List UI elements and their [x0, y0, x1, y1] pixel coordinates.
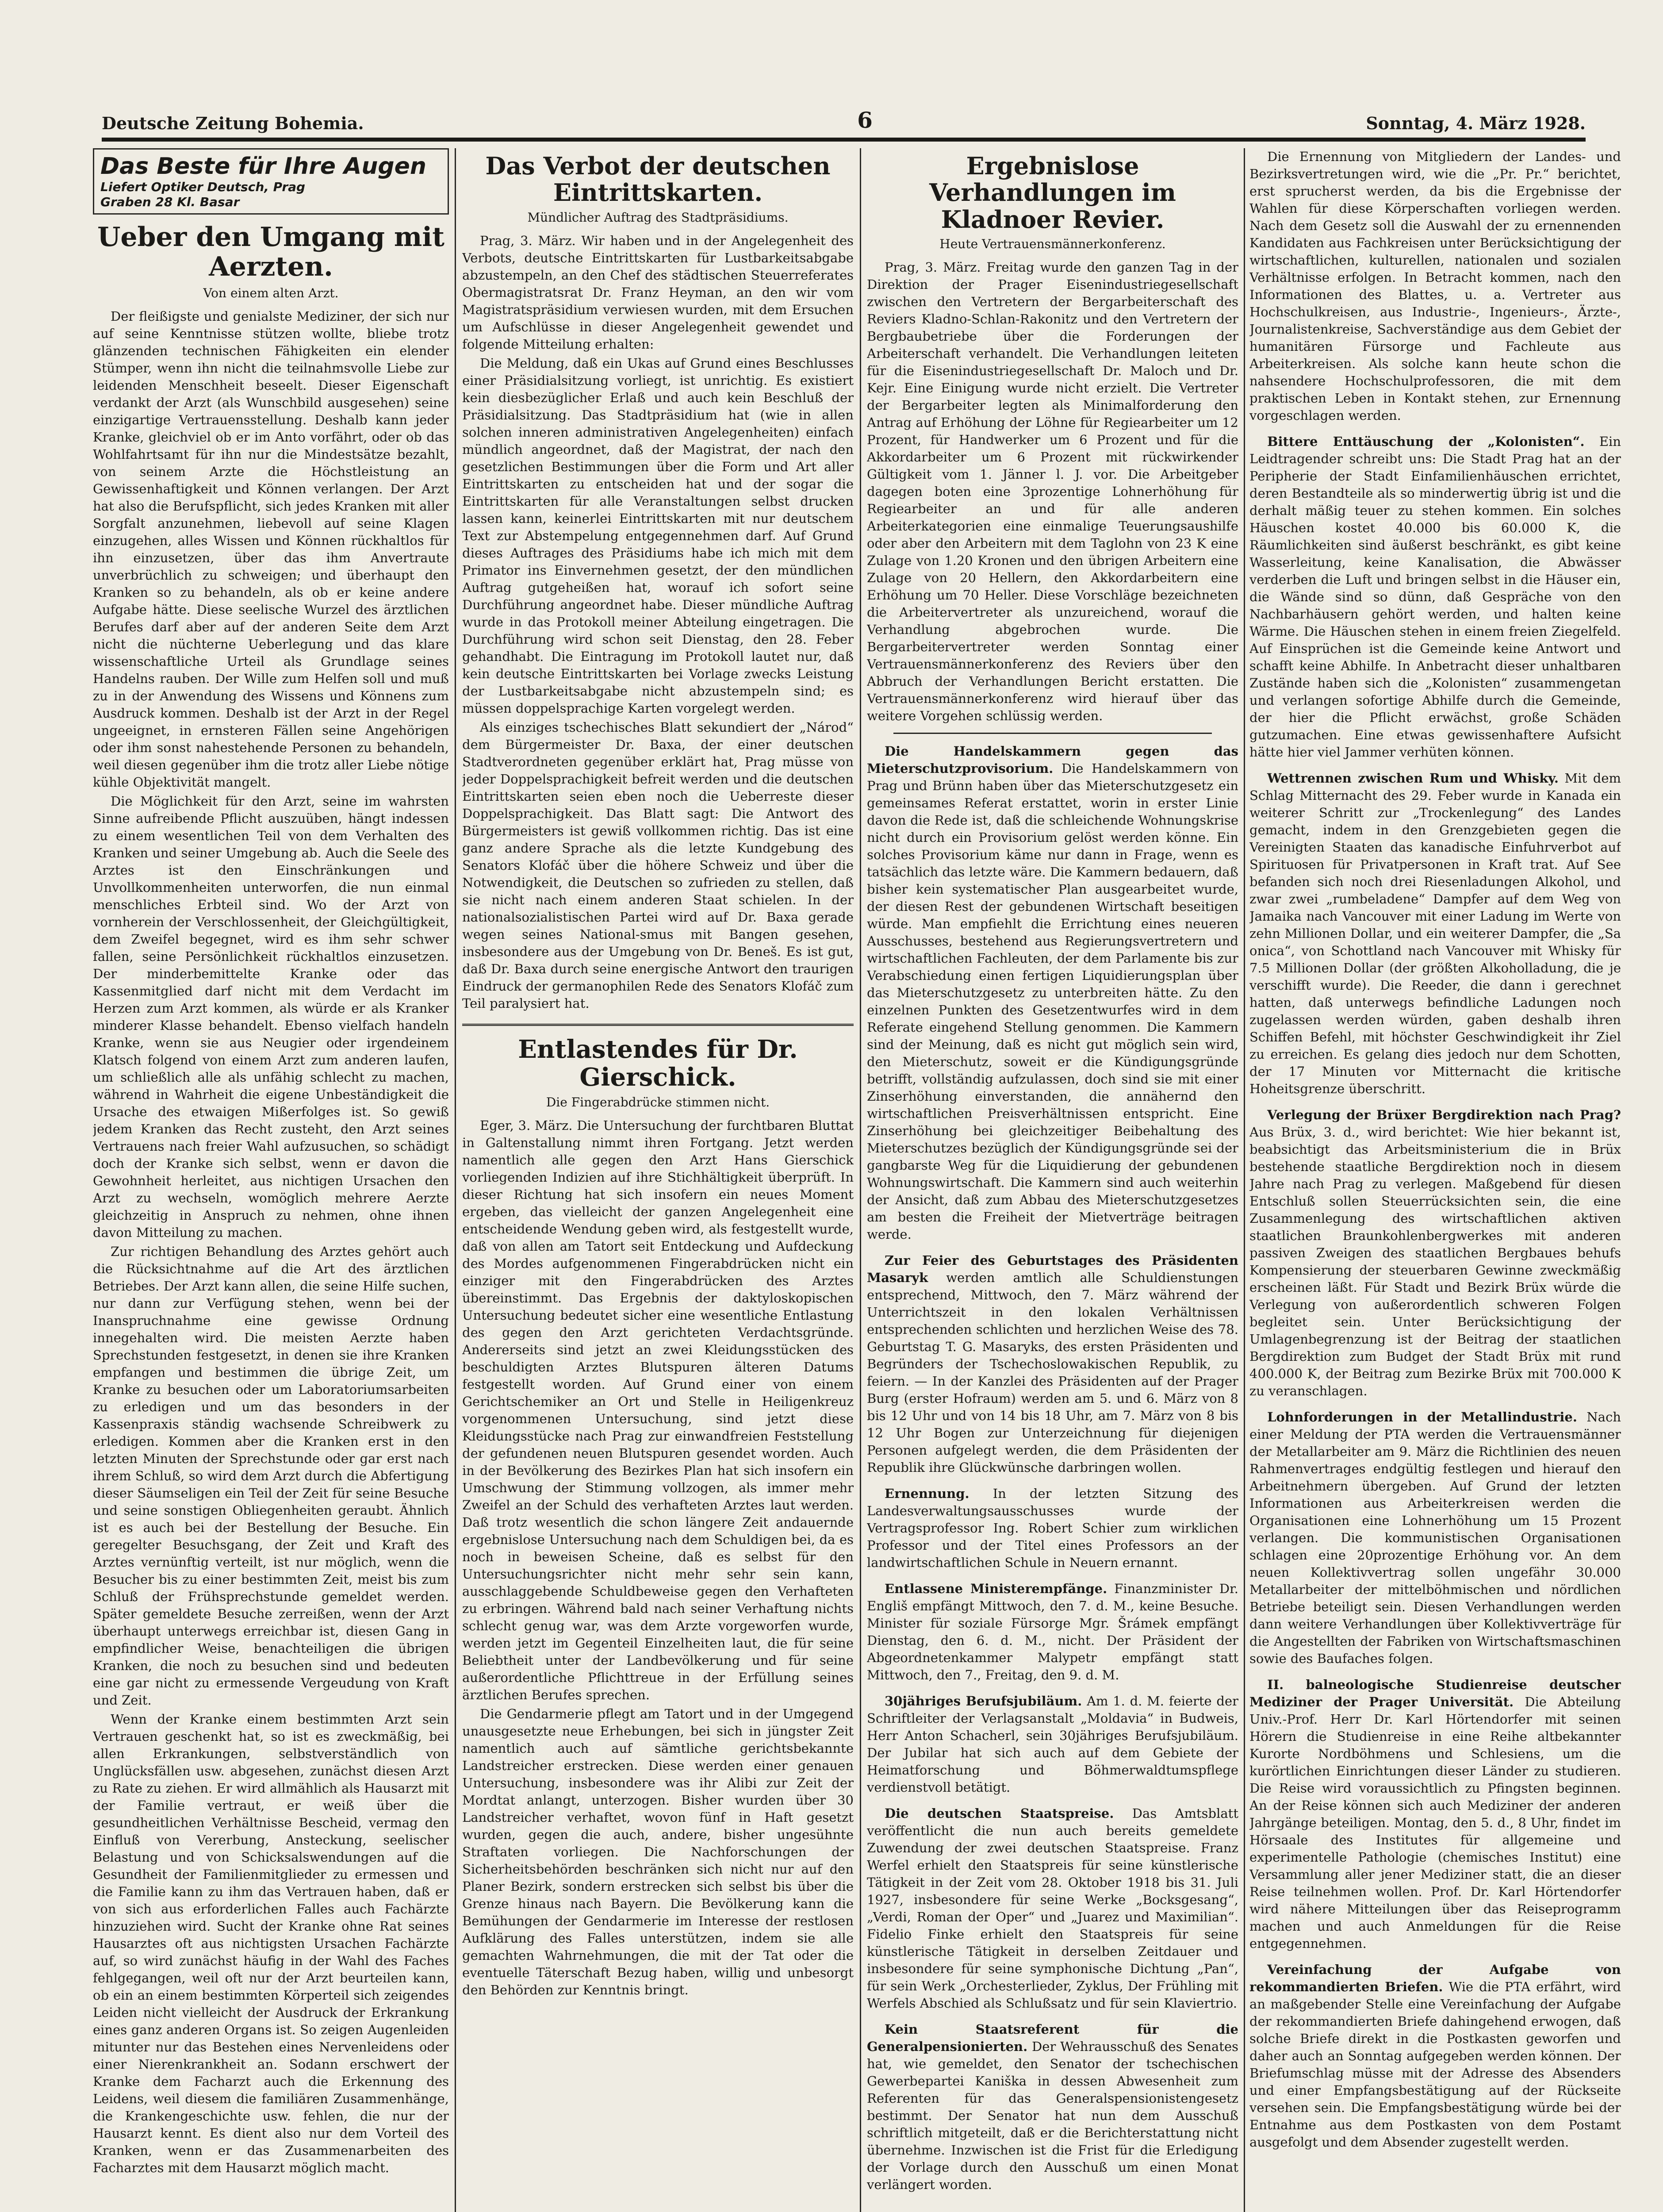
article-paragraph: Zur richtigen Behandlung des Arztes gehört auch die Rücksichtnahme auf die Art des ärztlichen Betriebes. Der Arzt kann allen, die seine Hilfe suchen, nur dann zur Verfügung stehen, wenn bei der Inanspruchnahme eine gewisse Ordnung innegehalten wird. Die meisten Aerzte haben Sprechstunden festgesetzt, in denen sie ihre Kranken empfangen und bestimmen die übrige Zeit, um Kranke zu besuchen oder um Laboratoriumsarbeiten zu erledigen und um das besonders in der Kassenpraxis ständig wachsende Schreibwerk zu erledigen. Kommen aber die Kranken erst in den letzten Minuten der Sprechstunde oder gar erst nach ihrem Schluß, so wird dem Arzt durch die Abfertigung dieser Säumseligen ein Teil der Zeit für seine Besuche und seine sonstigen Obliegenheiten geraubt. Ähnlich ist es auch bei der Bestellung der Besuche. Ein geregelter Besuchsgang, der Zeit und Kraft des Arztes vernünftig verteilt, ist nur möglich, wenn die Besucher bis zu einer bestimmten Zeit, meist bis zum Schluß der Frühsprechstunde gemeldet werden. Später gemeldete Besuche zerreißen, wenn der Arzt überhaupt unterwegs erreichbar ist, diesen Gang in empfindlicher Weise, benachteiligen die übrigen Kranken, die noch zu besuchen sind und bedeuten eine gar nicht zu ermessende Vergeudung von Kraft und Zeit. — [93, 1244, 449, 1708]
page-number: 6 — [857, 107, 873, 133]
column-3 — [867, 148, 1238, 2212]
news-notice — [867, 2021, 1238, 2193]
notice-title: Vereinfachung der Aufgabe von rekommandierten Briefen. — [1249, 1962, 1621, 1994]
notice-title: Kein Staatsreferent für die Generalpensionierten. — [867, 2022, 1238, 2055]
article-paragraph: Die Möglichkeit für den Arzt, seine im wahrsten Sinne aufreibende Pflicht auszuüben, hängt indessen zu einem wesentlichen Teil von dem Verhalten des Kranken und seiner Umgebung ab. Auch die Seele des Arztes ist den Einschränkungen und Unvollkommenheiten unterworfen, die nun einmal menschliches Erbteil sind. Wo der Arzt von vornherein der Verschlossenheit, der Gleichgültigkeit, dem Zweifel begegnet, wird es ihm sehr schwer fallen, seine Persönlichkeit rückhaltlos einzusetzen. Der minderbemittelte Kranke oder das Kassenmitglied darf nicht mit dem Verdacht im Herzen zum Arzt kommen, als würde er als Kranker minderer Klasse behandelt. Ebenso vielfach handeln Kranke, wenn sie aus Neugier oder irgendeinem Klatsch folgend von einem Arzt zum anderen laufen, um schließlich alle als unfähig schlecht zu machen, während in Wahrheit die eigene Unbeständigkeit die Ursache des etwaigen Mißerfolges ist. So gewiß jedem Kranken das Recht zusteht, den Arzt seines Vertrauens nach freier Wahl aufzusuchen, so schädigt doch der Kranke sich selbst, wenn er davon die Gewohnheit herleitet, aus nichtigen Ursachen den Arzt zu wechseln, womöglich mehrere Aerzte gleichzeitig in Anspruch zu nehmen, ohne ihnen davon Mitteilung zu machen. — [93, 794, 449, 1240]
news-notice — [867, 1805, 1238, 2012]
article-paragraph: Prag, 3. März. Wir haben und in der Angelegenheit des Verbots, deutsche Eintrittskarten für Lustbarkeitsabgabe abzustempeln, an den Chef des städtischen Steuerreferates Obermagistratsrat Dr. Franz Heyman, an den wir vom Magistratspräsidium verwiesen wurden, mit dem Ersuchen um Aufschlüsse in dieser Angelegenheit gewendet und folgende Mitteilung erhalten: — [462, 233, 854, 352]
ad-line-2: Graben 28 Kl. Basar — [100, 195, 240, 209]
notice-title: Entlassene Ministerempfänge. — [885, 1581, 1107, 1597]
article-subtitle: Mündlicher Auftrag des Stadtpräsidiums. — [527, 210, 789, 225]
article-paragraph: Der fleißigste und genialste Mediziner, der sich nur auf seine Kenntnisse stützen wollte, bliebe trotz glänzenden technischen Fähigkeiten ein elender Stümper, wenn ihn nicht die teilnahmsvolle Liebe zur leidenden Menschheit beseelt. Dieser Eigenschaft verdankt der Arzt (als Wunschbild ausgesehen) seine einzigartige Vertrauensstellung. Deshalb kann jeder Kranke, gleichviel ob er im Anto vorfährt, oder ob das Wohlfahrtsamt für ihn nur die Mindestsätze bezahlt, von seinem Arzte die Höchstleistung an Gewissenhaftigkeit und Können verlangen. Der Arzt hat also die Berufspflicht, sich jedes Kranken mit aller Sorgfalt anzunehmen, liebevoll auf seine Klagen einzugehen, alles Wissen und Können rückhaltlos für ihn einzusetzen, über das ihm Anvertraute unverbrüchlich zu schweigen; und überhaupt den Kranken so zu behandeln, als ob er keine andere Aufgabe hätte. Diese seelische Wurzel des ärztlichen Berufes darf aber auf der anderen Seite dem Arzt nicht die nüchterne Ueberlegung und das klare wissenschaftliche Urteil als Grundlage seines Handelns rauben. Der Wille zum Helfen soll und muß zu in der Anwendung des Wissens und Könnens zum Ausdruck kommen. Deshalb ist der Arzt in der Regel ungeeignet, in ernsteren Fällen seine Angehörigen oder ihm sonst nahestehende Personen zu behandeln, weil diesen gegenüber ihm die trotz aller Liebe nötige kühle Objektivität mangelt. — [93, 309, 449, 790]
article-separator — [462, 1024, 854, 1026]
paper-name: Deutsche Zeitung Bohemia. — [102, 113, 364, 133]
column-4 — [1249, 148, 1621, 2212]
notice-text: Die Abteilung Univ.-Prof. Herr Dr. Karl Hörtendorfer mit seinen Hörern die Studienreise in eine Reihe altbekannter Kurorte Nordböhmens und Schlesiens, um die kurörtlichen Einrichtungen dieser Länder zu studieren. Die Reise wird voraussichtlich zu Pfingsten beginnen. An der Reise können sich auch Mediziner der anderen Jahrgänge beteiligen. Montag, den 5. d., 8 Uhr, findet im Hörsaale des Institutes für allgemeine und experimentelle Pathologie (chemisches Institut) eine Versammlung aller jener Mediziner statt, die an dieser Reise teilnehmen wollen. Prof. Dr. Karl Hörtendorfer wird nähere Mitteilungen über das Reiseprogramm machen und auch Anmeldungen für die Reise entgegennehmen. — [1249, 1694, 1621, 1951]
notice-text: Nach einer Meldung der PTA werden die Vertrauensmänner der Metallarbeiter am 9. März die Richtlinien des neuen Rahmenvertrages endgültig festlegen und hierauf den Arbeitnehmern übergeben. Auf Grund der letzten Informationen aus Arbeiterkreisen werden die Organisationen eine Lohnerhöhung um 15 Prozent verlangen. Die kommunistischen Organisationen schlagen eine 20prozentige Erhöhung vor. An dem neuen Kollektivvertrag sollen ungefähr 30.000 Metallarbeiter der mittelböhmischen und nördlichen Betriebe beteiligt sein. Diesen Verhandlungen werden dann weitere Verhandlungen über Kollektivverträge für die Angestellten der Fabriken von Wirtschaftsmaschinen sowie des Baufaches folgen. — [1249, 1409, 1621, 1666]
news-notice — [1249, 1676, 1621, 1952]
ad-line-1: Liefert Optiker Deutsch, Prag — [100, 180, 306, 194]
article-paragraph: Die Ernennung von Mitgliedern der Landes- und Bezirksvertretungen wird, wie die „Pr. Pr.“ berichtet, erst sprucherst werden, da bis die Ergebnisse der Wahlen für diese Körperschaften vorliegen werden. Nach dem Gesetz soll die Auswahl der zu ernennenden Kandidaten aus Fachkreisen unter Berücksichtigung der wirtschaftlichen, kulturellen, nationalen und sozialen Verhältnisse erfolgen. In Betracht kommen, nach den Informationen des Blattes, u. a. Vertreter aus Hochschulkreisen, aus Industrie-, Ingenieurs-, Ärzte-, Journalistenkreise, Sachverständige aus dem Gebiet der humanitären Fürsorge und Fachleute aus Arbeiterkreisen. Als solche kann heute schon die nahsendere Hochschulprofessoren, die mit dem praktischen Leben in Kontakt stehen, zur Ernennung vorgeschlagen werden. — [1249, 149, 1621, 423]
notice-text: werden amtlich alle Schuldienstungen entsprechend, Mittwoch, den 7. März während der Unterrichtszeit in den lokalen Verhältnissen entsprechenden schlichten und herzlichen Weise des 78. Geburtstag T. G. Masaryks, des ersten Präsidenten und Begründers der Tschechoslowakischen Republik, zu feiern. — In der Kanzlei des Präsidenten auf der Prager Burg (erster Hofraum) werden am 5. und 6. März von 8 bis 12 Uhr und von 14 bis 18 Uhr, am 7. März von 8 bis 12 Uhr Bogen zur Unterzeichnung für diejenigen Personen aufgelegt werden, die dem Präsidenten der Republik ihre Glückwünsche darbringen wollen. — [867, 1270, 1238, 1475]
column-rule — [455, 148, 456, 2212]
article-title: Entlastendes für Dr. Gierschick. — [518, 1034, 798, 1092]
notice-text: Aus Brüx, 3. d., wird berichtet: Wie hier bekannt ist, beabsichtigt das Arbeitsministerium die in Brüx bestehende staatliche Bergdirektion noch in diesem Jahre nach Prag zu verlegen. Maßgebend für diesen Entschluß sollen Steuerrücksichten sein, die eine Zusammenlegung des wirtschaftlichen aktiven staatlichen Braunkohlenbergwerkes mit anderen passiven Zweigen des staatlichen Bergbaues behufs Kompensierung der steuerbaren Gewinne zweckmäßig erscheinen läßt. Für Stadt und Bezirk Brüx würde die Verlegung von außerordentlich schweren Folgen begleitet sein. Unter Berücksichtigung der Umlagenbegrenzung ist der Beitrag der staatlichen Bergdirektion zum Budget der Stadt Brüx mit rund 400.000 K, der Beitrag zum Bezirke Brüx mit 700.000 K zu veranschlagen. — [1249, 1125, 1621, 1398]
notice-text: Wie die PTA erfährt, wird an maßgebender Stelle eine Vereinfachung der Aufgabe der rekommandierten Briefe dahingehend erwogen, daß solche Briefe direkt in die Postkasten geworfen und daher auch an Sonntag aufgegeben werden können. Der Briefumschlag müsse mit der Adresse des Absenders und einer Empfangsbestätigung auf der Rückseite versehen sein. Die Empfangsbestätigung würde bei der Entnahme aus dem Postkasten von dem Postamt ausgefolgt und dem Absender zugestellt werden. — [1249, 1979, 1621, 2150]
news-notice — [1249, 1106, 1621, 1400]
issue-date: Sonntag, 4. März 1928. — [1366, 113, 1586, 133]
article-separator — [893, 733, 1212, 734]
notice-text: Mit dem Schlag Mitternacht des 29. Feber wurde in Kanada ein weiterer Schritt zur „Trockenlegung“ des Landes gemacht, indem in den Grenzgebieten gegen die Vereinigten Staaten das kanadische Einfuhrverbot auf Spirituosen für Privatpersonen in Kraft trat. Auf See befanden sich noch drei Riesenladungen Alkohol, und zwar zwei „rumbeladene“ Dampfer auf dem Weg von Jamaika nach Vancouver mit einer Ladung im Werte von zehn Millionen Dollar, und ein weiterer Dampfer, die „Sa onica“, von Schottland nach Vancouver mit Whisky für 7.5 Millionen Dollar (der größten Alkoholladung, die je verschifft wurde). Die Reeder, die dann i gerechnet hatten, daß unterwegs befindliche Ladungen noch zugelassen werden würden, gaben deshalb ihren Schiffen Befehl, mit höchster Geschwindigkeit ihr Ziel zu erreichen. Es gelang dies jedoch nur dem Schotten, der 17 Minuten vor Mitternacht die kritische Hoheitsgrenze überschritt. — [1249, 771, 1621, 1096]
notice-title: Lohnforderungen in der Metallindustrie. — [1267, 1409, 1577, 1425]
notice-title: Verlegung der Brüxer Bergdirektion nach Prag? — [1267, 1107, 1621, 1122]
article-title: Das Verbot der deutschen Eintrittskarten. — [485, 152, 831, 207]
article-paragraph: Als einziges tschechisches Blatt sekundiert der „Národ“ dem Bürgermeister Dr. Baxa, der einer deutschen Stadtverordneten gegenüber erklärt hat, Prag müsse von jeder Doppelsprachigkeit befreit werden und die deutschen Eintrittskarten seien eben noch die Ueberreste dieser Doppelsprachigkeit. Das Blatt sagt: Die Antwort des Bürgermeisters ist gewiß vollkommen richtig. Das ist eine ganz andere Sprache als die letzte Kundgebung des Senators Klofáč über die höhere Schweiz und über die Notwendigkeit, die Deutschen so zufrieden zu stellen, daß sie nicht nach einem anderen Staat schielen. In der nationalsozialistischen Partei wird auf Dr. Baxa gerade wegen seines National-smus mit Bangen gesehen, insbesondere aus der Umgebung von Dr. Beneš. Es ist gut, daß Dr. Baxa durch seine energische Antwort den traurigen Eindruck der germanophilen Rede des Senators Klofáč zum Teil paralysiert hat. — [462, 719, 854, 1011]
article-paragraph: Wenn der Kranke einem bestimmten Arzt sein Vertrauen geschenkt hat, so ist es zweckmäßig, bei allen Erkrankungen, selbstverständlich von Unglücksfällen usw. abgesehen, zunächst diesen Arzt zu Rate zu ziehen. Er wird allmählich als Hausarzt mit der Familie vertraut, er weiß über die gesundheitlichen Verhältnisse Bescheid, vermag den Einfluß von Vererbung, Ansteckung, seelischer Belastung und von Schicksalswendungen auf die Gesundheit der Familienmitglieder zu ermessen und die Familie kann zu ihm das Vertrauen haben, daß er von sich aus erforderlichen Falles auch Fachärzte hinzuziehen wird. Sucht der Kranke ohne Rat seines Hausarztes oft aus nichtigsten Ursachen Fachärzte auf, so wird zunächst häufig in der Wahl des Faches fehlgegangen, weil oft nur der Arzt beurteilen kann, ob ein an einem bestimmten Körperteil sich zeigendes Leiden nicht vielleicht der Ausdruck der Erkrankung eines ganz anderen Organs ist. So zeigen Augenleiden mitunter nur das Bestehen eines Nervenleidens oder einer Nierenkrankheit an. Sodann erschwert der Kranke dem Facharzt auch die Erkennung des Leidens, weil diesem die familiären Zusammenhänge, die Krankengeschichte usw. fehlen, die nur der Hausarzt kennt. Es dient also nur dem Vorteil des Kranken, wenn er das Zusammenarbeiten des Facharztes mit dem Hausarzt möglich macht. — [93, 1712, 449, 2176]
notice-title: Ernennung. — [885, 1486, 969, 1502]
notice-text: Ein Leidtragender schreibt uns: Die Stadt Prag hat an der Peripherie der Stadt Einfamilienhäuschen errichtet, deren Bestandteile als so minderwertig übrig ist und die derhalt mäßig teuer zu stehen kommen. Ein solches Häuschen kostet 40.000 bis 60.000 K, die Räumlichkeiten sind äußerst beschränkt, es gibt keine Wasserleitung, keine Kanalisation, die Abwässer verderben die Luft und bringen selbst in die Häuser ein, die Wände sind so dünn, daß Gespräche von den Nachbarhäusern gehört werden, und halten keine Wärme. Die Häuschen stehen in einem freien Ziegelfeld. Auf Einsprüchen ist die Gemeinde keine Antwort und schafft keine Abhilfe. In Anbetracht dieser unhaltbaren Zustände haben sich die „Kolonisten“ zusammengetan und verlangen sofortige Abhilfe durch die Gemeinde, der hier die Pflicht erwächst, große Schäden gutzumachen. Eine etwas gewissenhaftere Aufsicht hätte hier viel Jammer verhüten können. — [1249, 434, 1621, 760]
notice-text: Die Handelskammern von Prag und Brünn haben über das Mieterschutzgesetz ein gemeinsames Referat erstattet, worin in erster Linie davon die Rede ist, daß die schleichende Wohnungskrise nicht durch ein Provisorium gelöst werden könne. Ein solches Provisorium käme nur dann in Frage, wenn es tatsächlich das letzte wäre. Die Kammern bedauern, daß bisher kein systematischer Plan ausgearbeitet wurde, der diesen Rest der gebundenen Wirtschaft beseitigen würde. Man empfiehlt die Errichtung eines neueren Ausschusses, bestehend aus Regierungsvertretern und wirtschaftlichen Fachleuten, der dem Parlamente bis zur Verabschiedung einen fertigen Liquidierungsplan über das Mieterschutzgesetz zu unterbreiten hätte. Zu den einzelnen Punkten des Gesetzentwurfes wird in dem Referate eingehend Stellung genommen. Die Kammern sind der Meinung, daß es nicht gut möglich sein wird, den Mieterschutz, soweit er die Kündigungsgründe betrifft, vollständig aufzulassen, doch sind sie mit einer Zinserhöhung einverstanden, die annähernd den wirtschaftlichen Preisverhältnissen entspricht. Eine Zinserhöhung bei gleichzeitiger Beibehaltung des Mieterschutzes bezüglich der Kündigungsgründe sei der gangbarste Weg für die Liquidierung der gebundenen Wohnungswirtschaft. Die Kammern sind auch weiterhin der Ansicht, daß zum Abbau des Mieterschutzgesetzes am besten die Freiheit der Mietverträge beitragen werde. — [867, 761, 1238, 1242]
article-subtitle: Die Fingerabdrücke stimmen nicht. — [546, 1095, 770, 1110]
news-notice — [867, 743, 1238, 1243]
article-title: Ueber den Umgang mit Aerzten. — [97, 222, 444, 283]
news-notice — [867, 1485, 1238, 1571]
article-paragraph: Prag, 3. März. Freitag wurde den ganzen Tag in der Direktion der Prager Eisenindustriegesellschaft zwischen den Vertretern der Bergarbeiterschaft des Reviers Kladno-Schlan-Rakonitz und den Vertretern der Bergbaubetriebe über die Forderungen der Arbeiterschaft verhandelt. Die Verhandlungen leiteten für die Eisenindustriegesellschaft Dr. Maloch und Dr. Kejr. Eine Einigung wurde nicht erzielt. Die Vertreter der Bergarbeiter legten als Minimalforderung den Antrag auf Erhöhung der Löhne für Regiearbeiter um 12 Prozent, für Handwerker um 6 Prozent und für die Akkordarbeiter um 6 Prozent mit rückwirkender Gültigkeit vom 1. Jänner l. J. vor. Die Arbeitgeber dagegen boten eine 3prozentige Lohnerhöhung für Regiearbeiter an und für alle anderen Arbeiterkategorien eine einmalige Teuerungsaushilfe oder aber den Arbeitern mit dem Taglohn von 23 K eine Zulage von 1.20 Kronen und den übrigen Arbeitern eine Zulage von 20 Hellern, den Akkordarbeitern eine Erhöhung um 70 Heller. Diese Vorschläge bezeichneten die Arbeitervertreter als unzureichend, worauf die Verhandlung abgebrochen wurde. Die Bergarbeitervertreter werden Sonntag einer Vertrauensmännerkonferenz des Reviers über den Abbruch der Verhandlungen Bericht erstatten. Die Vertrauensmännerkonferenz wird hierauf über das weitere Vorgehen schlüssig werden. — [867, 260, 1238, 724]
notice-title: Zur Feier des Geburtstages des Präsidenten Masaryk — [867, 1253, 1238, 1286]
running-header — [102, 108, 1586, 142]
article-paragraph: Die Gendarmerie pflegt am Tatort und in der Umgegend unausgesetzte neue Erhebungen, bei sich in jüngster Zeit namentlich auch auf sämtliche gerichtsbekannte Landstreicher erstrecken. Diese werden einer genauen Untersuchung, insbesondere was ihr Alibi zur Zeit der Mordtat anlangt, unterzogen. Bisher wurden über 30 Landstreicher verhaftet, wovon fünf in Haft gesetzt wurden, gegen die auch, andere, bisher ungesühnte Straftaten vorliegen. Die Nachforschungen der Sicherheitsbehörden beschränken sich nicht nur auf den Planer Bezirk, sondern erstrecken sich selbst bis über die Grenze hinaus nach Bayern. Die Bevölkerung kann die Bemühungen der Gendarmerie im Interesse der restlosen Aufklärung des Falles unterstützen, indem sie alle gemachten Wahrnehmungen, die mit der Tat oder die eventuelle Täterschaft Bezug haben, willig und unbesorgt den Behörden zur Kenntnis bringt. — [462, 1706, 854, 1998]
news-notice — [1249, 1961, 1621, 2151]
notice-text: Am 1. d. M. feierte der Schriftleiter der Verlagsanstalt „Moldavia“ in Budweis, Herr Anton Schacherl, sein 30jähriges Berufsjubiläum. Der Jubilar hat sich auch auf dem Gebiete der Heimatforschung und Böhmerwaldtumspflege verdienstvoll betätigt. — [867, 1694, 1238, 1795]
optician-advertisement — [93, 148, 449, 215]
notice-title: Bittere Enttäuschung der „Kolonisten“. — [1267, 434, 1585, 449]
notice-title: Die deutschen Staatspreise. — [885, 1806, 1114, 1821]
news-notice — [867, 1693, 1238, 1796]
notice-title: Die Handelskammern gegen das Mieterschutzprovisorium. — [867, 744, 1238, 776]
column-2 — [462, 148, 854, 2212]
notice-title: Wettrennen zwischen Rum und Whisky. — [1267, 771, 1559, 786]
notice-title: II. balneologische Studienreise deutscher Mediziner der Prager Universität. — [1249, 1677, 1621, 1709]
column-rule — [860, 148, 861, 2212]
notice-text: Der Wehrausschuß des Senates hat, wie gemeldet, den Senator der tschechischen Gewerbepartei Kaniška in dessen Abwesenheit zum Referenten für das Generalspensionistengesetz bestimmt. Der Senator hat nun dem Ausschuß schriftlich mitgeteilt, daß er die Berichterstattung nicht übernehme. Inzwischen ist die Frist für die Erledigung der Vorlage durch den Ausschuß um einen Monat verlängert worden. — [867, 2039, 1238, 2193]
news-notice — [1249, 1409, 1621, 1667]
notice-title: 30jähriges Berufsjubiläum. — [885, 1694, 1082, 1709]
news-notice — [1249, 433, 1621, 761]
article-subtitle: Heute Vertrauensmännerkonferenz. — [939, 237, 1166, 252]
news-notice — [867, 1252, 1238, 1476]
notice-text: Das Amtsblatt veröffentlicht die nun auch bereits gemeldete Zuwendung der zwei deutschen Staatspreise. Franz Werfel erhielt den Staatspreis für seine künstlerische Tätigkeit in der Zeit vom 28. Oktober 1918 bis 31. Juli 1927, insbesondere für seine Werke „Bocksgesang“, „Verdi, Roman der Oper“ und „Juarez und Maximilian“. Fidelio Finke erhielt den Staatspreis für seine künstlerische Tätigkeit in derselben Zeitdauer und insbesondere für seine symphonische Dichtung „Pan“, für sein Werk „Orchesterlieder, Zyklus, Der Frühling mit Werfels Abschied als Schlußsatz und für sein Klaviertrio. — [867, 1806, 1238, 2011]
column-rule — [1244, 148, 1245, 2212]
article-byline: Von einem alten Arzt. — [203, 286, 339, 301]
news-notice — [1249, 770, 1621, 1098]
notice-text: In der letzten Sitzung des Landesverwaltungsausschusses wurde der Vertragsprofessor Ing. Robert Schier zum wirklichen Professor und der Titel eines Professors an der landwirtschaftlichen Schule in Neuern ernannt. — [867, 1486, 1238, 1571]
column-1 — [93, 148, 449, 2212]
notice-text: Finanzminister Dr. Engliš empfängt Mittwoch, den 7. d. M., keine Besuche. Minister für soziale Fürsorge Mgr. Šrámek empfängt Dienstag, den 6. d. M., nicht. Der Präsident der Abgeordnetenkammer Malypetr empfängt statt Mittwoch, den 7., Freitag, den 9. d. M. — [867, 1581, 1238, 1683]
article-title: Ergebnislose Verhandlungen im Kladnoer Revier. — [929, 152, 1176, 234]
article-paragraph: Die Meldung, daß ein Ukas auf Grund eines Beschlusses einer Präsidialsitzung vorliegt, ist unrichtig. Es existiert kein diesbezüglicher Erlaß und auch kein Beschluß der Präsidialsitzung. Das Stadtpräsidium hat (wie in allen solchen inneren administrativen Angelegenheiten) einfach mündlich angeordnet, daß der Magistrat, der nach den gesetzlichen Bestimmungen über die Form und Art aller Eintrittskarten zu entscheiden hat und der sogar die Eintrittskarten für alle Veranstaltungen selbst drucken lassen kann, keinerlei Eintrittskarten mit nur deutschem Text zur Abstempelung entgegennehmen darf. Auf Grund dieses Auftrages des Präsidiums habe ich mich mit dem Primator ins Einvernehmen gesetzt, der den mündlichen Auftrag gutgeheißen hat, worauf ich sofort seine Durchführung angeordnet habe. Dieser mündliche Auftrag wurde in das Protokoll meiner Abteilung eingetragen. Die Durchführung wird schon seit Dienstag, den 28. Feber gehandhabt. Die Eintragung im Protokoll lautet nur, daß kein deutsche Eintrittskarten bei Vorlage zwecks Leistung der Lustbarkeitsabgabe nicht abzustempeln sind; es müssen doppelsprachige Karten vorgelegt werden. — [462, 355, 854, 716]
ad-headline: Das Beste für Ihre Augen — [100, 153, 426, 180]
news-notice — [867, 1580, 1238, 1684]
article-paragraph: Eger, 3. März. Die Untersuchung der furchtbaren Bluttat in Galtenstallung nimmt ihren Fortgang. Jetzt werden namentlich alle gegen den Arzt Hans Gierschick vorliegenden Indizien auf ihre Stichhältigkeit überprüft. In dieser Richtung hat sich insofern ein neues Moment ergeben, das vielleicht der ganzen Angelegenheit eine entscheidende Wendung geben wird, als festgestellt wurde, daß von allen am Tatort seit Entdeckung und Aufdeckung des Mordes aufgenommenen Fingerabdrücken nicht ein einziger mit den Fingerabdrücken des Arztes übereinstimmt. Das Ergebnis der daktyloskopischen Untersuchung bedeutet sicher eine wesentliche Entlastung des gegen den Arzt gerichteten Verdachtsgründe. Andererseits sind jetzt an zwei Kleidungsstücken des beschuldigten Arztes Blutspuren älteren Datums festgestellt worden. Auf Grund einer von einem Gerichtschemiker an Ort und Stelle in Heiligenkreuz vorgenommenen Untersuchung, sind jetzt diese Kleidungsstücke nach Prag zur einwandfreien Feststellung der gefundenen neuen Blutspuren gesendet worden. Auch in der Bevölkerung des Bezirkes Plan hat sich insofern ein Umschwung der Stimmung vollzogen, als immer mehr Zweifel an der Schuld des verhafteten Arztes laut werden. Daß trotz wesentlich die schon längere Zeit andauernde ergebnislose Untersuchung nach dem Schuldigen bei, da es noch in beweisen Scheine, daß es selbst für den Untersuchungsrichter nicht mehr sehr sein kann, ausschlaggebende Schuldbeweise gegen den Verhafteten zu erbringen. Während bald nach seiner Verhaftung nichts schlecht genug war, was dem Arzte vorgeworfen wurde, werden jetzt im Gegenteil Einzelheiten laut, die für seine Beliebtheit unter der Landbevölkerung und für seine außerordentliche Pflichttreue in der Erfüllung seines ärztlichen Berufes sprechen. — [462, 1118, 854, 1703]
